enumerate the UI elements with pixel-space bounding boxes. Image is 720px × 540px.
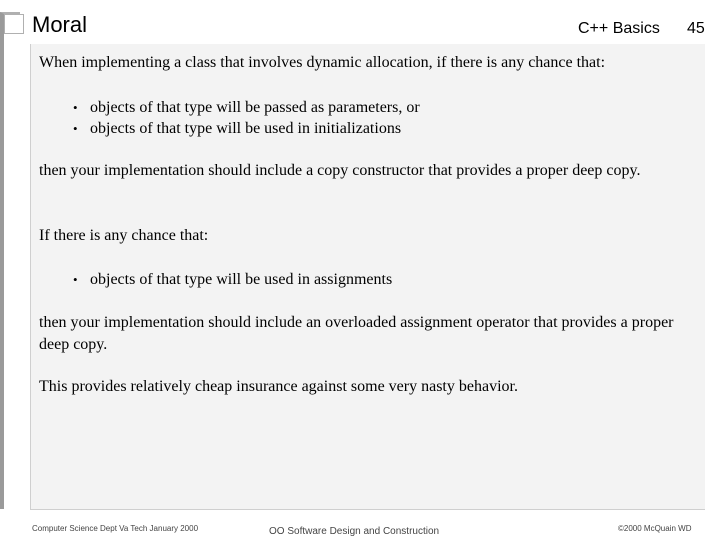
slide-frame-left (0, 12, 20, 509)
slide-content (30, 44, 705, 510)
conclusion-paragraph: This provides relatively cheap insurance against some very nasty behavior. (39, 378, 518, 395)
list-item: • objects of that type will be passed as parameters, or (73, 97, 420, 118)
footer-left: Computer Science Dept Va Tech January 2000 (32, 524, 199, 533)
slide-corner-decoration (4, 14, 24, 34)
footer-center: OO Software Design and Construction (269, 526, 440, 537)
assignment-operator-paragraph: then your implementation should include an overloaded assignment operator that provides a proper deep copy. (39, 314, 674, 353)
bullet-list-2 (73, 269, 392, 290)
intro-paragraph: When implementing a class that involves dynamic allocation, if there is any chance that: (39, 54, 606, 71)
list-item: • objects of that type will be used in initializations (73, 118, 420, 139)
course-name: C++ Basics (578, 20, 660, 37)
copy-constructor-paragraph: then your implementation should include a copy constructor that provides a proper deep copy. (39, 162, 641, 179)
list-item: • objects of that type will be used in assignments (73, 269, 392, 290)
second-intro-paragraph: If there is any chance that: (39, 227, 209, 244)
footer-right: ©2000 McQuain WD (618, 524, 692, 533)
bullet-list-1 (73, 97, 420, 139)
page-number: 45 (687, 20, 705, 37)
slide-title: Moral (32, 12, 88, 37)
